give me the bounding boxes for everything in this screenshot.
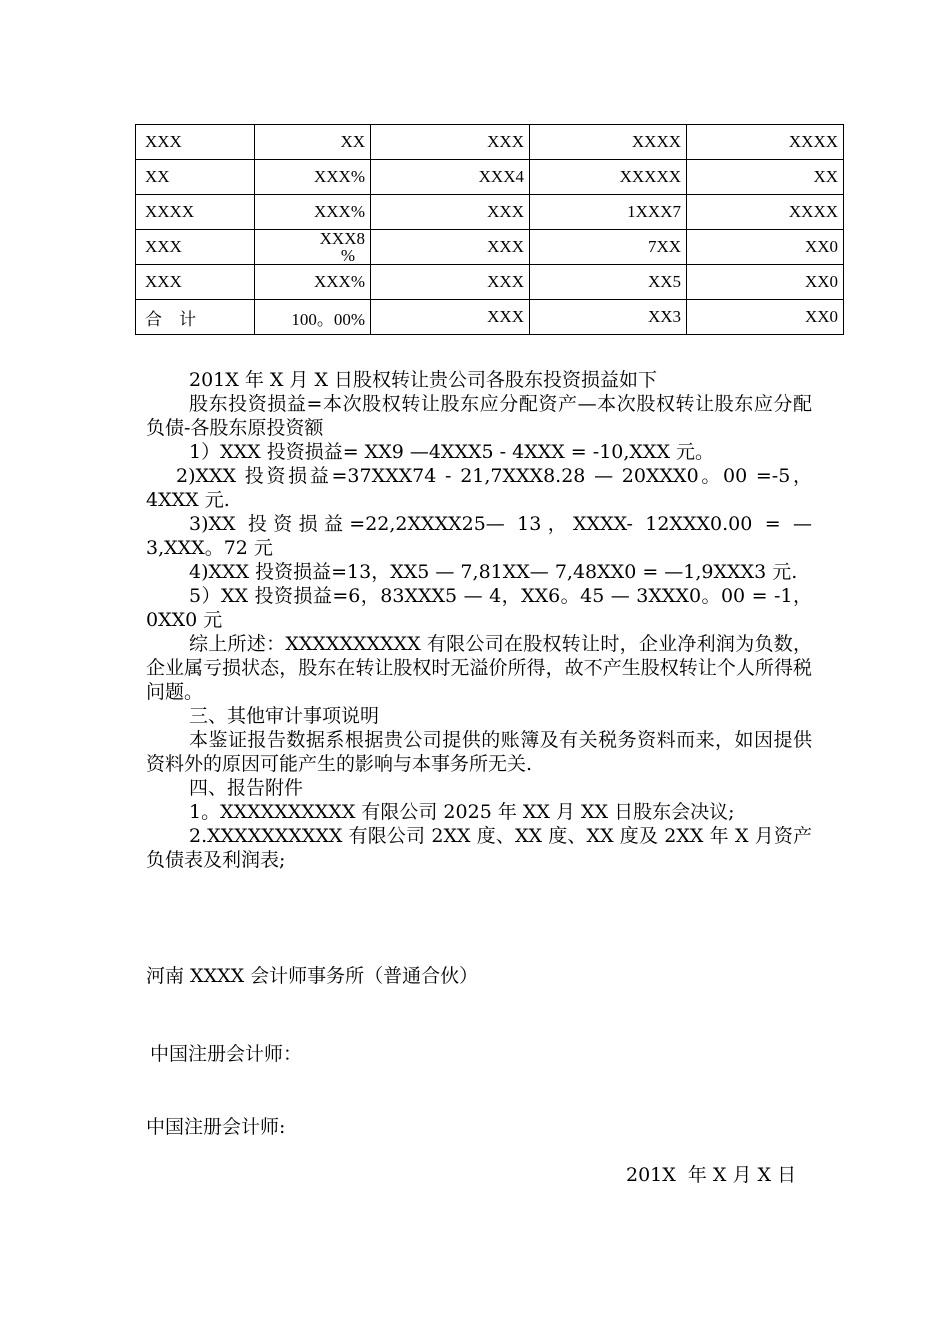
attachment-item-1: 1。XXXXXXXXXX 有限公司 2025 年 XX 月 XX 日股东会决议;	[189, 801, 735, 823]
table-row	[136, 160, 844, 195]
table-cell: 1XXX7	[530, 195, 687, 230]
paragraph-item-2: 2)XXX 投资损益=37XXX74 - 21,7XXX8.28 — 20XXX0。00 =-5，4XXX 元.	[146, 465, 812, 511]
paragraph-item-3: 3)XX 投资损益=22,2XXXX25— 13，XXXX- 12XXX0.00 = —3,XXX。72 元	[146, 513, 812, 559]
paragraph-summary: 综上所述：XXXXXXXXXX 有限公司在股权转让时，企业净利润为负数，企业属亏损状态，股东在转让股权时无溢价所得，故不产生股权转让个人所得税问题。	[146, 633, 812, 703]
table-cell: 100。00%	[255, 300, 371, 335]
table-cell: XXX	[136, 125, 255, 160]
table-row	[136, 125, 844, 160]
table-cell	[255, 230, 371, 265]
paragraph-item-4: 4)XXX 投资损益=13，XX5 — 7,81XX— 7,48XX0 = —1,9XXX3 元.	[189, 561, 798, 583]
paragraph-formula: 股东投资损益=本次股权转让股东应分配资产—本次股权转让股东应分配负债-各股东原投资额	[146, 393, 812, 439]
table-cell: XX0	[687, 300, 844, 335]
table-row	[136, 195, 844, 230]
investment-table	[135, 124, 844, 335]
table-cell: XXXX	[530, 125, 687, 160]
paragraph-item-5: 5）XX 投资损益=6，83XXX5 — 4，XX6。45 — 3XXX0。00 = -1，0XX0 元	[146, 585, 812, 631]
table-cell: XXXX	[687, 125, 844, 160]
section-heading-3: 三、其他审计事项说明	[189, 705, 380, 727]
table-cell: XXX	[371, 265, 530, 300]
table-cell-line: XXX8	[319, 229, 365, 248]
table-row	[136, 230, 844, 265]
table-cell: XXX	[371, 125, 530, 160]
table-cell: XXX%	[255, 195, 371, 230]
table-cell: XXX4	[371, 160, 530, 195]
table-cell: XXX	[371, 300, 530, 335]
table-cell: 7XX	[530, 230, 687, 265]
cpa-signature-label-1: 中国注册会计师：	[150, 1043, 303, 1065]
table-cell: XX	[136, 160, 255, 195]
cpa-signature-label-2: 中国注册会计师:	[146, 1116, 286, 1138]
firm-name: 河南 XXXX 会计师事务所（普通合伙）	[146, 965, 479, 987]
table-cell: XXX	[136, 230, 255, 265]
table-cell: XX5	[530, 265, 687, 300]
paragraph-disclaimer: 本鉴证报告数据系根据贵公司提供的账簿及有关税务资料而来，如因提供资料外的原因可能产生的影响与本事务所无关.	[146, 729, 812, 775]
section-heading-4: 四、报告附件	[189, 777, 304, 799]
table-cell: XXXX	[687, 195, 844, 230]
table-cell: XXX%	[255, 160, 371, 195]
attachment-item-2: 2.XXXXXXXXXX 有限公司 2XX 度、XX 度、XX 度及 2XX 年 X 月资产负债表及利润表;	[146, 825, 812, 871]
table-cell: XXX	[371, 195, 530, 230]
paragraph-item-1: 1）XXX 投资损益= XX9 —4XXX5 - 4XXX = -10,XXX 元。	[189, 441, 715, 463]
paragraph-intro: 201X 年 X 月 X 日股权转让贵公司各股东投资损益如下	[189, 369, 658, 391]
report-body	[146, 368, 812, 872]
table-cell: XX	[255, 125, 371, 160]
table-cell: XX3	[530, 300, 687, 335]
report-date: 201X 年 X 月 X 日	[626, 1164, 797, 1186]
table-cell: 合 计	[136, 300, 255, 335]
table-cell: XXX	[371, 230, 530, 265]
table-cell: XX0	[687, 265, 844, 300]
table-cell-line: %	[340, 246, 355, 265]
table-row-total	[136, 300, 844, 335]
table-cell: XX	[687, 160, 844, 195]
table-cell: XX0	[687, 230, 844, 265]
table-row	[136, 265, 844, 300]
table-cell: XXXXX	[530, 160, 687, 195]
table-cell: XXXX	[136, 195, 255, 230]
table-cell: XXX	[136, 265, 255, 300]
table-cell: XXX%	[255, 265, 371, 300]
